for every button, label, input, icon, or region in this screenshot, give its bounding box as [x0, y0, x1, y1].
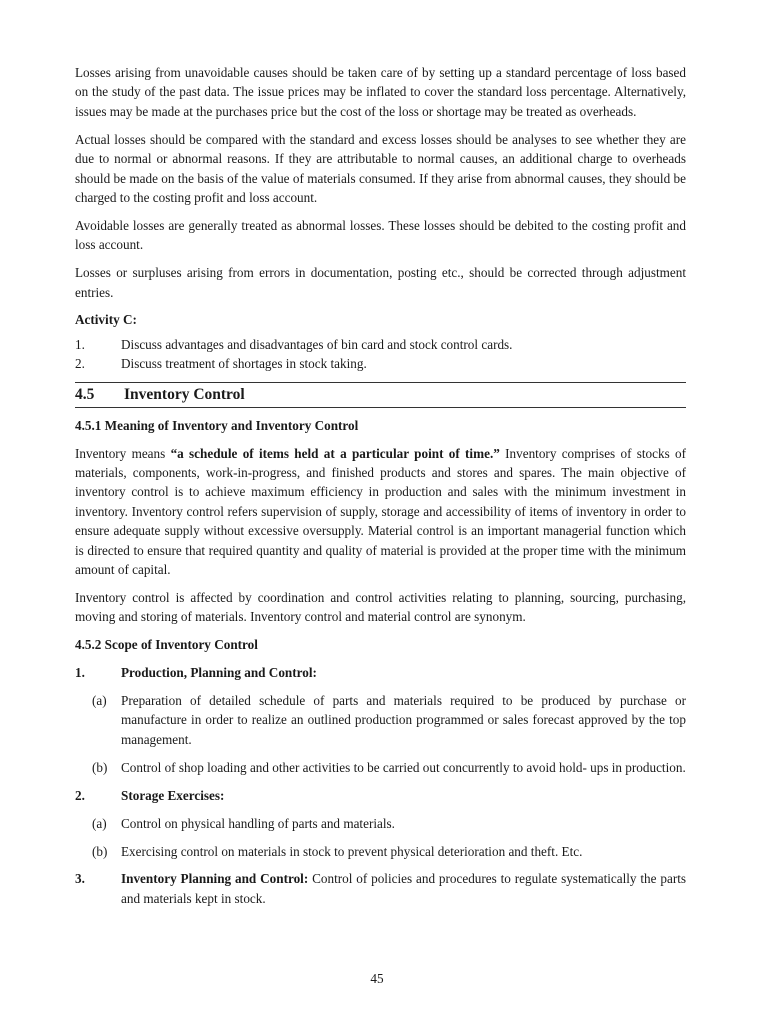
- scope-subitem: [75, 842, 686, 861]
- paragraph-avoidable-losses: Avoidable losses are generally treated as abnormal losses. These losses should be debited to the costing profit and loss account.: [75, 217, 686, 253]
- scope-subitem-label: (b): [92, 843, 108, 859]
- scope-subitem-label: (b): [92, 759, 108, 775]
- scope-item-number: 2.: [75, 787, 85, 803]
- section-number: 4.5: [75, 385, 95, 403]
- activity-item-text: Discuss advantages and disadvantages of bin card and stock control cards.: [121, 336, 513, 352]
- activity-item: [75, 335, 686, 354]
- scope-subitem-text: Control of shop loading and other activities to be carried out concurrently to avoid hold- ups in production.: [121, 759, 686, 775]
- paragraph-unavoidable-losses: Losses arising from unavoidable causes should be taken care of by setting up a standard percentage of loss based on the study of the past data. The issue prices may be inflated to cover the standard loss percentage. Alternatively, issues may be made at the purchases price but the cost of the loss or shortage may be treated as overheads.: [75, 65, 686, 119]
- scope-subitem-text: Exercising control on materials in stock to prevent physical deterioration and theft. Etc.: [121, 843, 583, 859]
- scope-item-body: [121, 869, 686, 908]
- paragraph-inventory-meaning: [75, 444, 686, 580]
- scope-item-title: Storage Exercises:: [121, 787, 225, 803]
- scope-subitem-text: Control on physical handling of parts and materials.: [121, 815, 395, 831]
- activity-item: [75, 354, 686, 373]
- subsection-heading-meaning: 4.5.1 Meaning of Inventory and Inventory Control: [75, 417, 359, 433]
- text-run: Inventory means: [75, 445, 171, 461]
- scope-item-number: 1.: [75, 665, 85, 681]
- scope-subitem: [75, 691, 686, 749]
- page-content: [75, 63, 686, 917]
- scope-subitem: [75, 758, 686, 777]
- scope-item-number: 3.: [75, 871, 85, 887]
- activity-heading: Activity C:: [75, 312, 137, 328]
- activity-item-number: 1.: [75, 336, 85, 352]
- text-run: Inventory comprises of stocks of materials, components, work-in-progress, and finished products and stores and spares. The main objective of inventory control is to achieve maximum efficiency in production and sales with the minimum investment in inventory. Inventory control refers supervision of supply, storage and accessibility of items of inventory in order to ensure adequate supply without excessive oversupply. Material control is an important managerial function which is directed to ensure that required quantity and quality of material is provided at the proper time with the minimum amount of capital.: [75, 445, 687, 578]
- paragraph-actual-losses: Actual losses should be compared with the standard and excess losses should be analyses to see whether they are due to normal or abnormal reasons. If they are attributable to normal causes, an additional charge to overheads should be made on the basis of the value of materials consumed. If they arise from abnormal causes, they should be charged to the costing profit and loss account.: [75, 131, 686, 205]
- paragraph-inventory-control: Inventory control is affected by coordination and control activities relating to planning, sourcing, purchasing, moving and storing of materials. Inventory control and material control are synonym.: [75, 589, 686, 625]
- scope-item-text: Control of policies and procedures to regulate systematically the parts and materials kept in stock.: [121, 871, 687, 906]
- section-title: Inventory Control: [124, 385, 245, 403]
- scope-subitem: [75, 814, 686, 833]
- paragraph-errors: Losses or surpluses arising from errors in documentation, posting etc., should be corrected through adjustment entries.: [75, 265, 686, 300]
- scope-item-inventory-planning: [75, 869, 686, 908]
- activity-item-number: 2.: [75, 356, 85, 372]
- scope-item-title: Inventory Planning and Control:: [121, 871, 309, 887]
- scope-item-title: Production, Planning and Control:: [121, 665, 317, 681]
- page-number: 45: [370, 971, 384, 986]
- activity-item-text: Discuss treatment of shortages in stock taking.: [121, 356, 367, 372]
- subsection-heading-scope: 4.5.2 Scope of Inventory Control: [75, 637, 258, 653]
- scope-item-storage: [75, 786, 686, 805]
- emphasis-definition: “a schedule of items held at a particular point of time.”: [170, 445, 500, 461]
- scope-subitem-text: Preparation of detailed schedule of parts and materials required to be produced by purchase or manufacture in order to realize an outlined production programmed or sales forecast approved by the top management.: [121, 693, 686, 747]
- scope-subitem-label: (a): [92, 815, 107, 831]
- section-heading: [75, 382, 686, 408]
- scope-item-production: [75, 663, 686, 682]
- scope-subitem-label: (a): [92, 693, 107, 709]
